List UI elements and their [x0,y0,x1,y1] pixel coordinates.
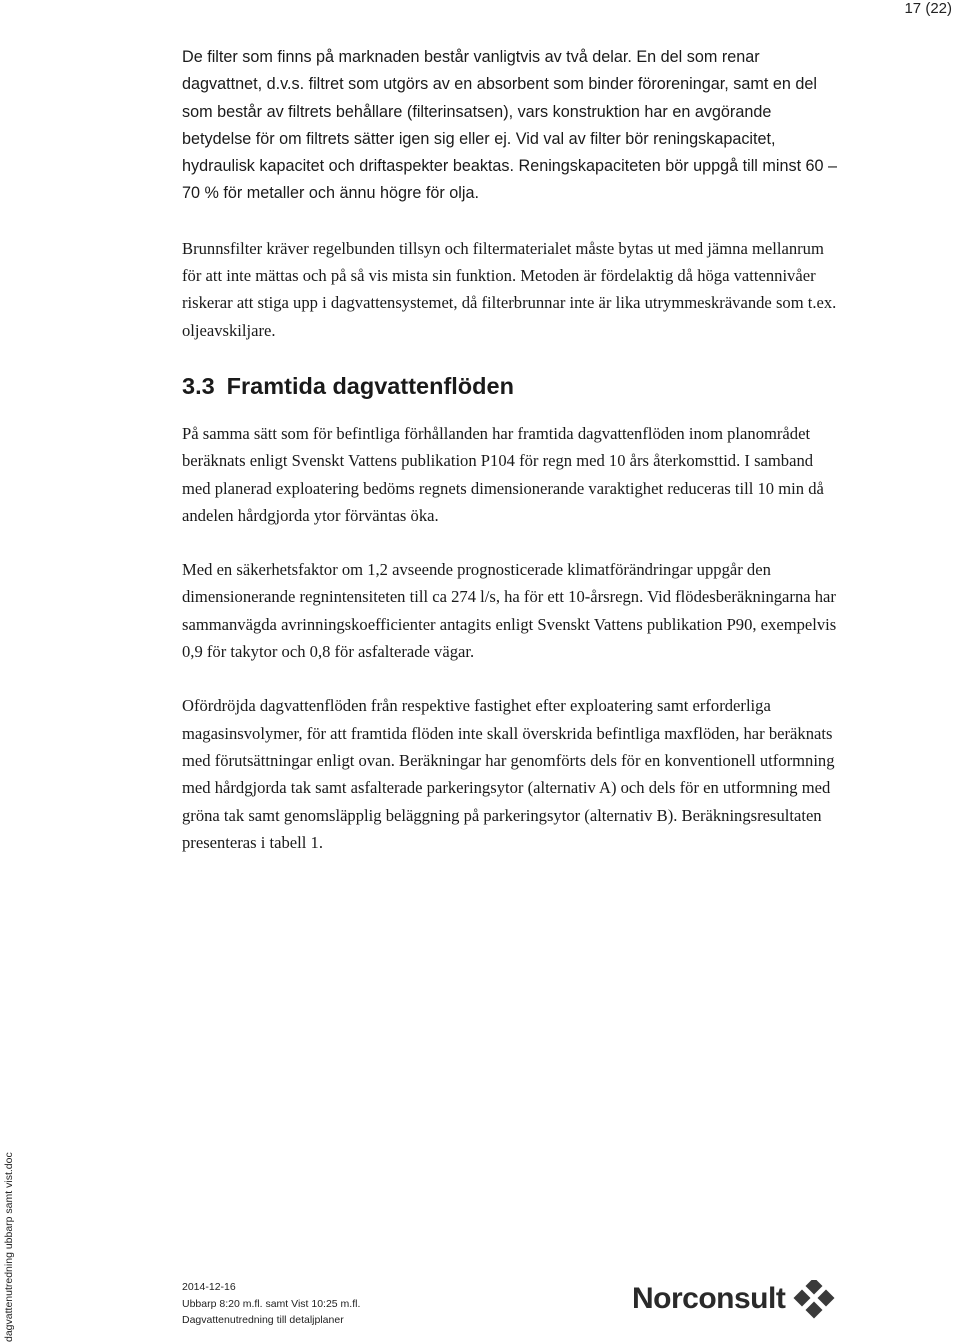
paragraph-filters: De filter som finns på marknaden består vanligtvis av två delar. En del som renar dagvattnet, d.v.s. filtret som utgörs av en absorbent som binder föroreningar, samt en del som består av filtrets behållare (filterinsatsen), vars konstruktion har en avgörande betydelse för om filtrets sätter igen sig eller ej. Vid val av filter bör reningskapacitet, hydraulisk kapacitet och driftaspekter beaktas. Reningskapaciteten bör uppgå till minst 60 – 70 % för metaller och ännu högre för olja. [182,48,838,203]
document-body [182,44,842,883]
side-file-path [0,982,34,1342]
section-heading [182,371,842,401]
footer-locations: Ubbarp 8:20 m.fl. samt Vist 10:25 m.fl. [182,1297,361,1310]
paragraph-safety-factor: Med en säkerhetsfaktor om 1,2 avseende prognosticerade klimatförändringar uppgår den dimensionerande regnintensiteten till ca 274 l/s, ha för ett 10-årsregn. Vid flödesberäkningarna har sammanvägda avrinningskoefficienter antagits enligt Svenskt Vattens publikation P90, exempelvis 0,9 för takytor och 0,8 för asfalterade vägar. [182,560,837,662]
paragraph-future-flows: På samma sätt som för befintliga förhållanden har framtida dagvattenflöden inom planområdet beräknats enligt Svenskt Vattens publikation P104 för regn med 10 års återkomsttid. I samband med planerad exploatering bedöms regnets dimensionerande varaktighet reduceras till 10 min då andelen hårdgjorda ytor förväntas öka. [182,423,824,525]
norconsult-logo [632,1278,837,1322]
norconsult-diamond-icon [792,1280,836,1324]
footer-doc-title: Dagvattenutredning till detaljplaner [182,1314,344,1326]
section-number: 3.3 [182,372,215,399]
file-name-line: dagvattenutredning ubbarp samt vist.doc [3,1152,15,1342]
section-title: Framtida dagvattenflöden [226,372,514,399]
footer-date: 2014-12-16 [182,1281,236,1293]
paragraph-undelayed-flows: Ofördröjda dagvattenflöden från respektive fastighet efter exploatering samt erforderliga magasinsvolymer, för att framtida flöden inte skall överskrida befintliga maxflöden, har beräknats med förutsättningar enligt ovan. Beräkningar har genomförts dels för en konventionell utformning med hårdgjorda tak samt asfalterade parkeringsytor (alternativ A) och dels för en utformning med gröna tak samt genomsläpplig beläggning på parkeringsytor (alternativ B). Beräkningsresultaten presenteras i tabell 1. [182,696,835,852]
logo-text: Norconsult [632,1282,786,1315]
page-number: 17 (22) [904,0,952,17]
footer-meta [182,1279,360,1329]
paragraph-brunnsfilter: Brunnsfilter kräver regelbunden tillsyn och filtermaterialet måste bytas ut med jämna mellanrum för att inte mättas och på så vis mista sin funktion. Metoden är fördelaktig då höga vattennivåer riskerar att stiga upp i dagvattensystemet, då filterbrunnar inte är lika utrymmeskrävande som t.ex. oljeavskiljare. [182,238,837,340]
